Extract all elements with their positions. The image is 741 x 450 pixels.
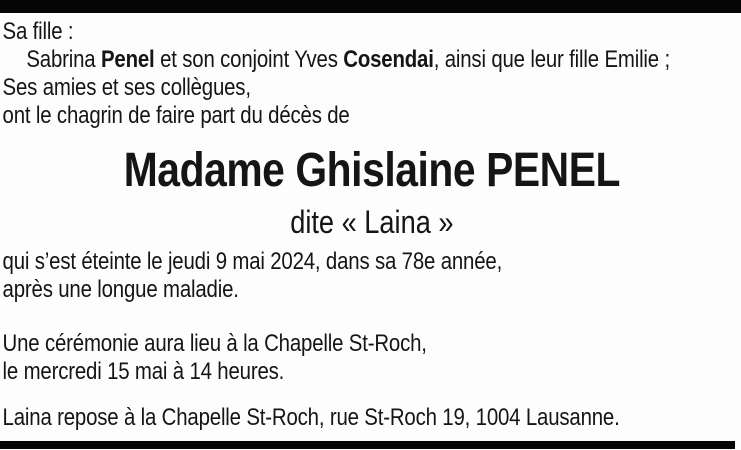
ceremony-place-line: Une cérémonie aura lieu à la Chapelle St-Roch, (2, 330, 427, 357)
top-border-bar (0, 0, 741, 13)
notice-body (0, 13, 741, 432)
intro-line-family (3, 46, 741, 74)
death-paragraph (3, 248, 741, 304)
intro-line-relation: Sa fille : (2, 18, 74, 45)
partner-last-name: Cosendai (343, 46, 434, 73)
notice-content (0, 13, 741, 432)
deceased-name: Madame Ghislaine PENEL (123, 144, 621, 197)
family-line-rest: , ainsi que leur fille Emilie ; (433, 46, 670, 73)
intro-paragraph (3, 18, 741, 130)
death-cause-line: après une longue maladie. (2, 276, 239, 303)
ceremony-paragraph (3, 330, 741, 386)
bottom-border-bar (0, 441, 735, 449)
intro-line-announcement: ont le chagrin de faire part du décès de (2, 102, 350, 129)
daughter-first-name: Sabrina (26, 46, 101, 73)
deceased-nickname: dite « Laina » (290, 204, 454, 240)
ceremony-time-line: le mercredi 15 mai à 14 heures. (2, 358, 285, 385)
resting-paragraph (3, 404, 741, 432)
death-date-line: qui s’est éteinte le jeudi 9 mai 2024, dans sa 78e année, (2, 248, 503, 275)
resting-place-line: Laina repose à la Chapelle St-Roch, rue St-Roch 19, 1004 Lausanne. (2, 404, 620, 431)
daughter-last-name: Penel (100, 46, 155, 73)
intro-line-friends: Ses amies et ses collègues, (2, 74, 251, 101)
partner-connector-text: et son conjoint Yves (154, 46, 344, 73)
